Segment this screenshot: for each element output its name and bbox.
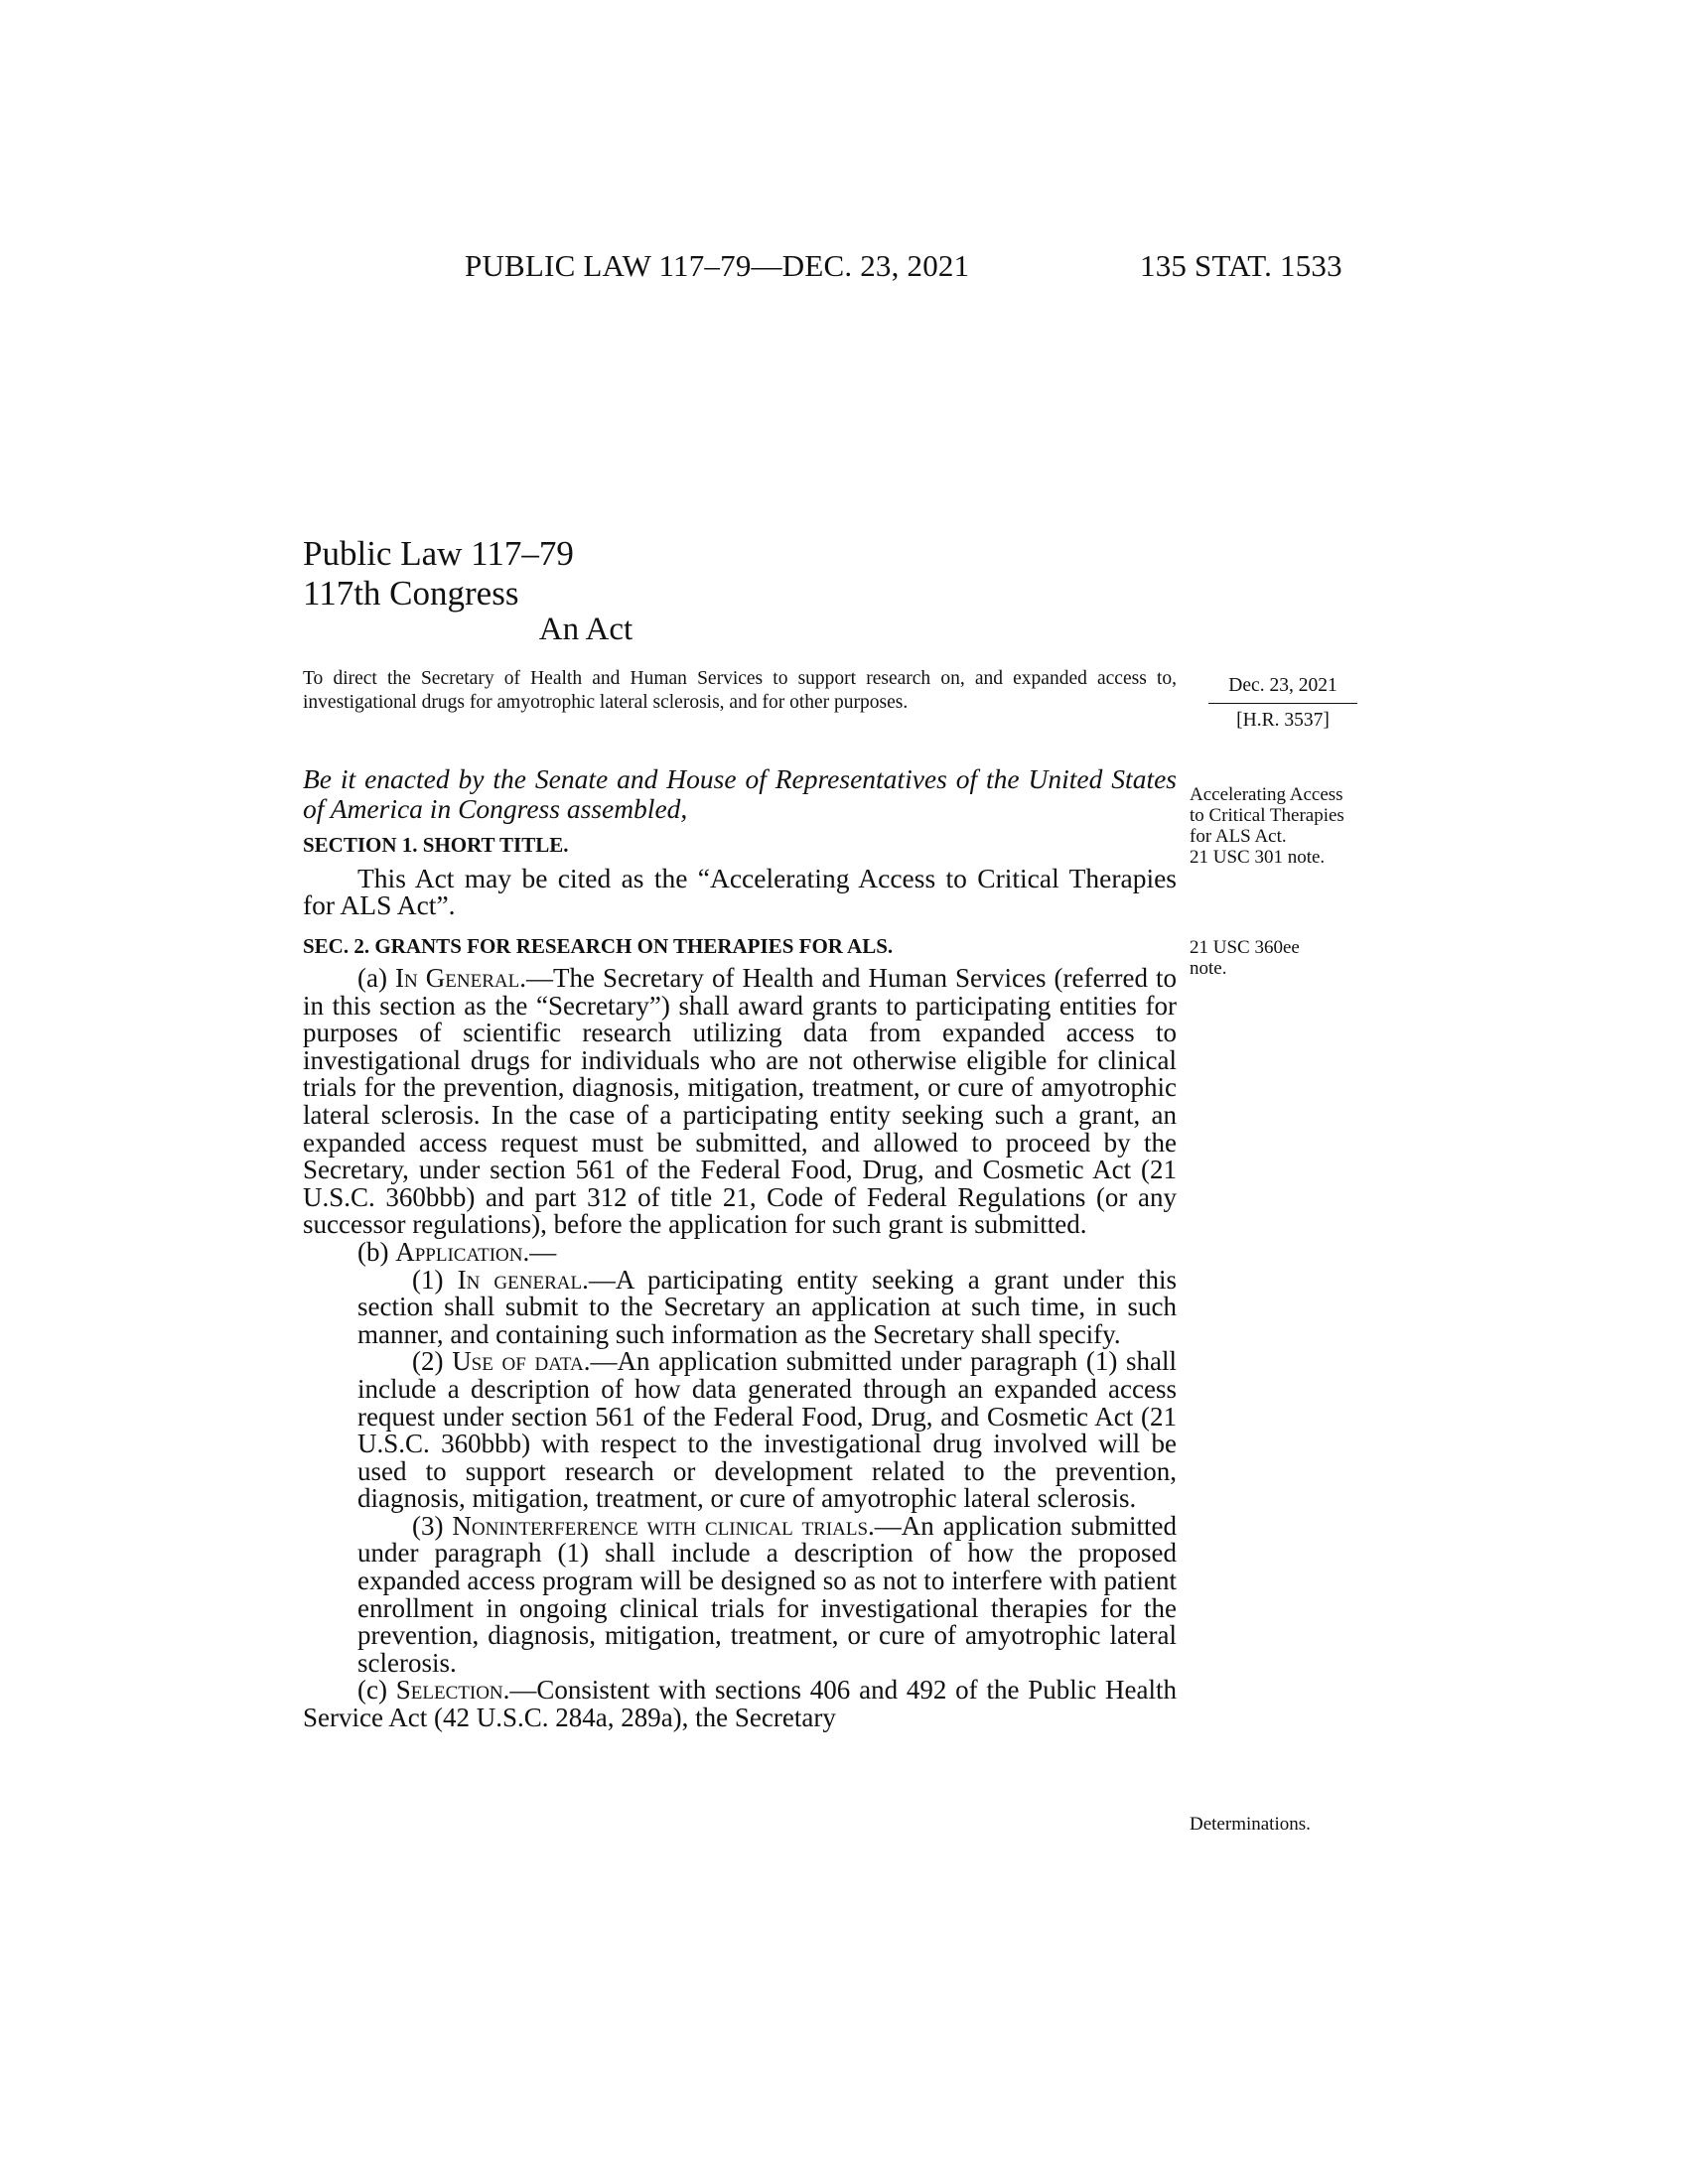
margin-note-short-title (1190, 784, 1348, 868)
paragraph-b3-text: .—An application submitted under paragraph (1) shall include a description of how the proposed expanded access program will be designed so as not to interfere with patient enrollment in ongoing clinical trials for investigational therapies for the prevention, diagnosis, mitigation, treatment, or cure of amyotrophic lateral sclerosis. (357, 1510, 1177, 1678)
paragraph-b1: (1) In general.—A participating entity seeking a grant under this section shall submit to the Secretary an application at such time, in such manner, and containing such information as the Secretary shall specify. (357, 1264, 1178, 1349)
enacting-clause: Be it enacted by the Senate and House of Representatives of the United States of America in Congress assembled, (303, 763, 1177, 824)
subsection-a-text: .—The Secretary of Health and Human Services (referred to in this section as the “Secretary”) shall award grants to participating entities for purposes of scientific research utilizing data from expanded access to investigational drugs for individuals who are not otherwise eligible for clinical trials for the prevention, diagnosis, mitigation, treatment, or cure of amyotrophic lateral sclerosis. In the case of a participating entity seeking such a grant, an expanded access request must be submitted, and allowed to proceed by the Secretary, under section 561 of the Federal Food, Drug, and Cosmetic Act (21 U.S.C. 360bbb) and part 312 of title 21, Code of Federal Regulations (or any successor regulations), before the application for such grant is submitted. (303, 963, 1177, 1240)
short-title-text: This Act may be cited as the “Accelerating Access to Critical Therapies for ALS Act”. (303, 863, 1177, 920)
section-1-heading: SECTION 1. SHORT TITLE. (303, 833, 569, 857)
subsection-a: (a) In General.—The Secretary of Health and Human Services (referred to in this section as the “Secretary”) shall award grants to participating entities for purposes of scientific research utilizing data from expanded access to investigational drugs for individuals who are not otherwise eligible for clinical trials for the prevention, diagnosis, mitigation, treatment, or cure of amyotrophic lateral sclerosis. In the case of a participating entity seeking such a grant, an expanded access request must be submitted, and allowed to proceed by the Secretary, under section 561 of the Federal Food, Drug, and Cosmetic Act (21 U.S.C. 360bbb) and part 312 of title 21, Code of Federal Regulations (or any successor regulations), before the application for such grant is submitted. (303, 963, 1177, 1240)
law-number: Public Law 117–79 (303, 534, 574, 573)
subsection-a-heading: In General (395, 963, 520, 993)
paragraph-b2: (2) Use of data.—An application submitted under paragraph (1) shall include a description of how data generated through an expanded access request under section 561 of the Federal Food, Drug, and Cosmetic Act (21 U.S.C. 360bbb) with respect to the investigational drug involved will be used to support research or development related to the prevention, diagnosis, mitigation, treatment, or cure of amyotrophic lateral sclerosis. (357, 1346, 1178, 1514)
subsection-b: (b) Application.— (357, 1236, 557, 1267)
paragraph-b2-heading: Use of data (452, 1346, 584, 1377)
paragraph-b1-text: .—A participating entity seeking a grant under this section shall submit to the Secretary an application at such time, in such manner, and containing such information as the Secretary shall specify. (357, 1264, 1178, 1349)
paragraph-b1-heading: In general (457, 1264, 583, 1295)
act-purpose: To direct the Secretary of Health and Human Services to support research on, and expanded access to, investigational drugs for amyotrophic lateral sclerosis, and for other purposes. (303, 668, 1177, 713)
margin-note-usc-301: 21 USC 301 note. (1190, 847, 1326, 868)
stat-page-number: 135 STAT. 1533 (1140, 248, 1342, 283)
bill-date-box (1208, 675, 1357, 732)
paragraph-b3-heading: Noninterference with clinical trials (452, 1510, 869, 1541)
bill-number: [H.R. 3537] (1236, 710, 1330, 731)
subsection-c-text: .—Consistent with sections 406 and 492 of the Public Health Service Act (42 U.S.C. 284a, 289a), the Secretary (303, 1675, 1177, 1733)
running-header-title: PUBLIC LAW 117–79—DEC. 23, 2021 (465, 248, 970, 283)
act-label: An Act (538, 612, 633, 647)
subsection-b-heading: Application (395, 1236, 523, 1267)
section-2-heading: SEC. 2. GRANTS FOR RESEARCH ON THERAPIES FOR ALS. (303, 934, 894, 958)
paragraph-b2-text: .—An application submitted under paragraph (1) shall include a description of how data generated through an expanded access request under section 561 of the Federal Food, Drug, and Cosmetic Act (21 U.S.C. 360bbb) with respect to the investigational drug involved will be used to support research or development related to the prevention, diagnosis, mitigation, treatment, or cure of amyotrophic lateral sclerosis. (357, 1346, 1178, 1514)
subsection-c-heading: Selection (395, 1675, 503, 1706)
margin-note-determinations: Determinations. (1190, 1814, 1311, 1835)
congress-label: 117th Congress (303, 574, 519, 613)
subsection-c: (c) Selection.—Consistent with sections 406 and 492 of the Public Health Service Act (42 U.S.C. 284a, 289a), the Secretary (303, 1675, 1177, 1733)
enactment-date: Dec. 23, 2021 (1208, 675, 1357, 704)
margin-note-act-name: Accelerating Access to Critical Therapies for ALS Act. (1190, 784, 1344, 847)
law-title-block (303, 534, 574, 614)
paragraph-b3: (3) Noninterference with clinical trials.—An application submitted under paragraph (1) shall include a description of how the proposed expanded access program will be designed so as not to interfere with patient enrollment in ongoing clinical trials for investigational therapies for the prevention, diagnosis, mitigation, treatment, or cure of amyotrophic lateral sclerosis. (357, 1510, 1177, 1678)
section-1-body (303, 865, 1177, 918)
section-2-body (303, 965, 1177, 1732)
margin-note-usc-360ee: 21 USC 360ee note. (1190, 937, 1300, 979)
